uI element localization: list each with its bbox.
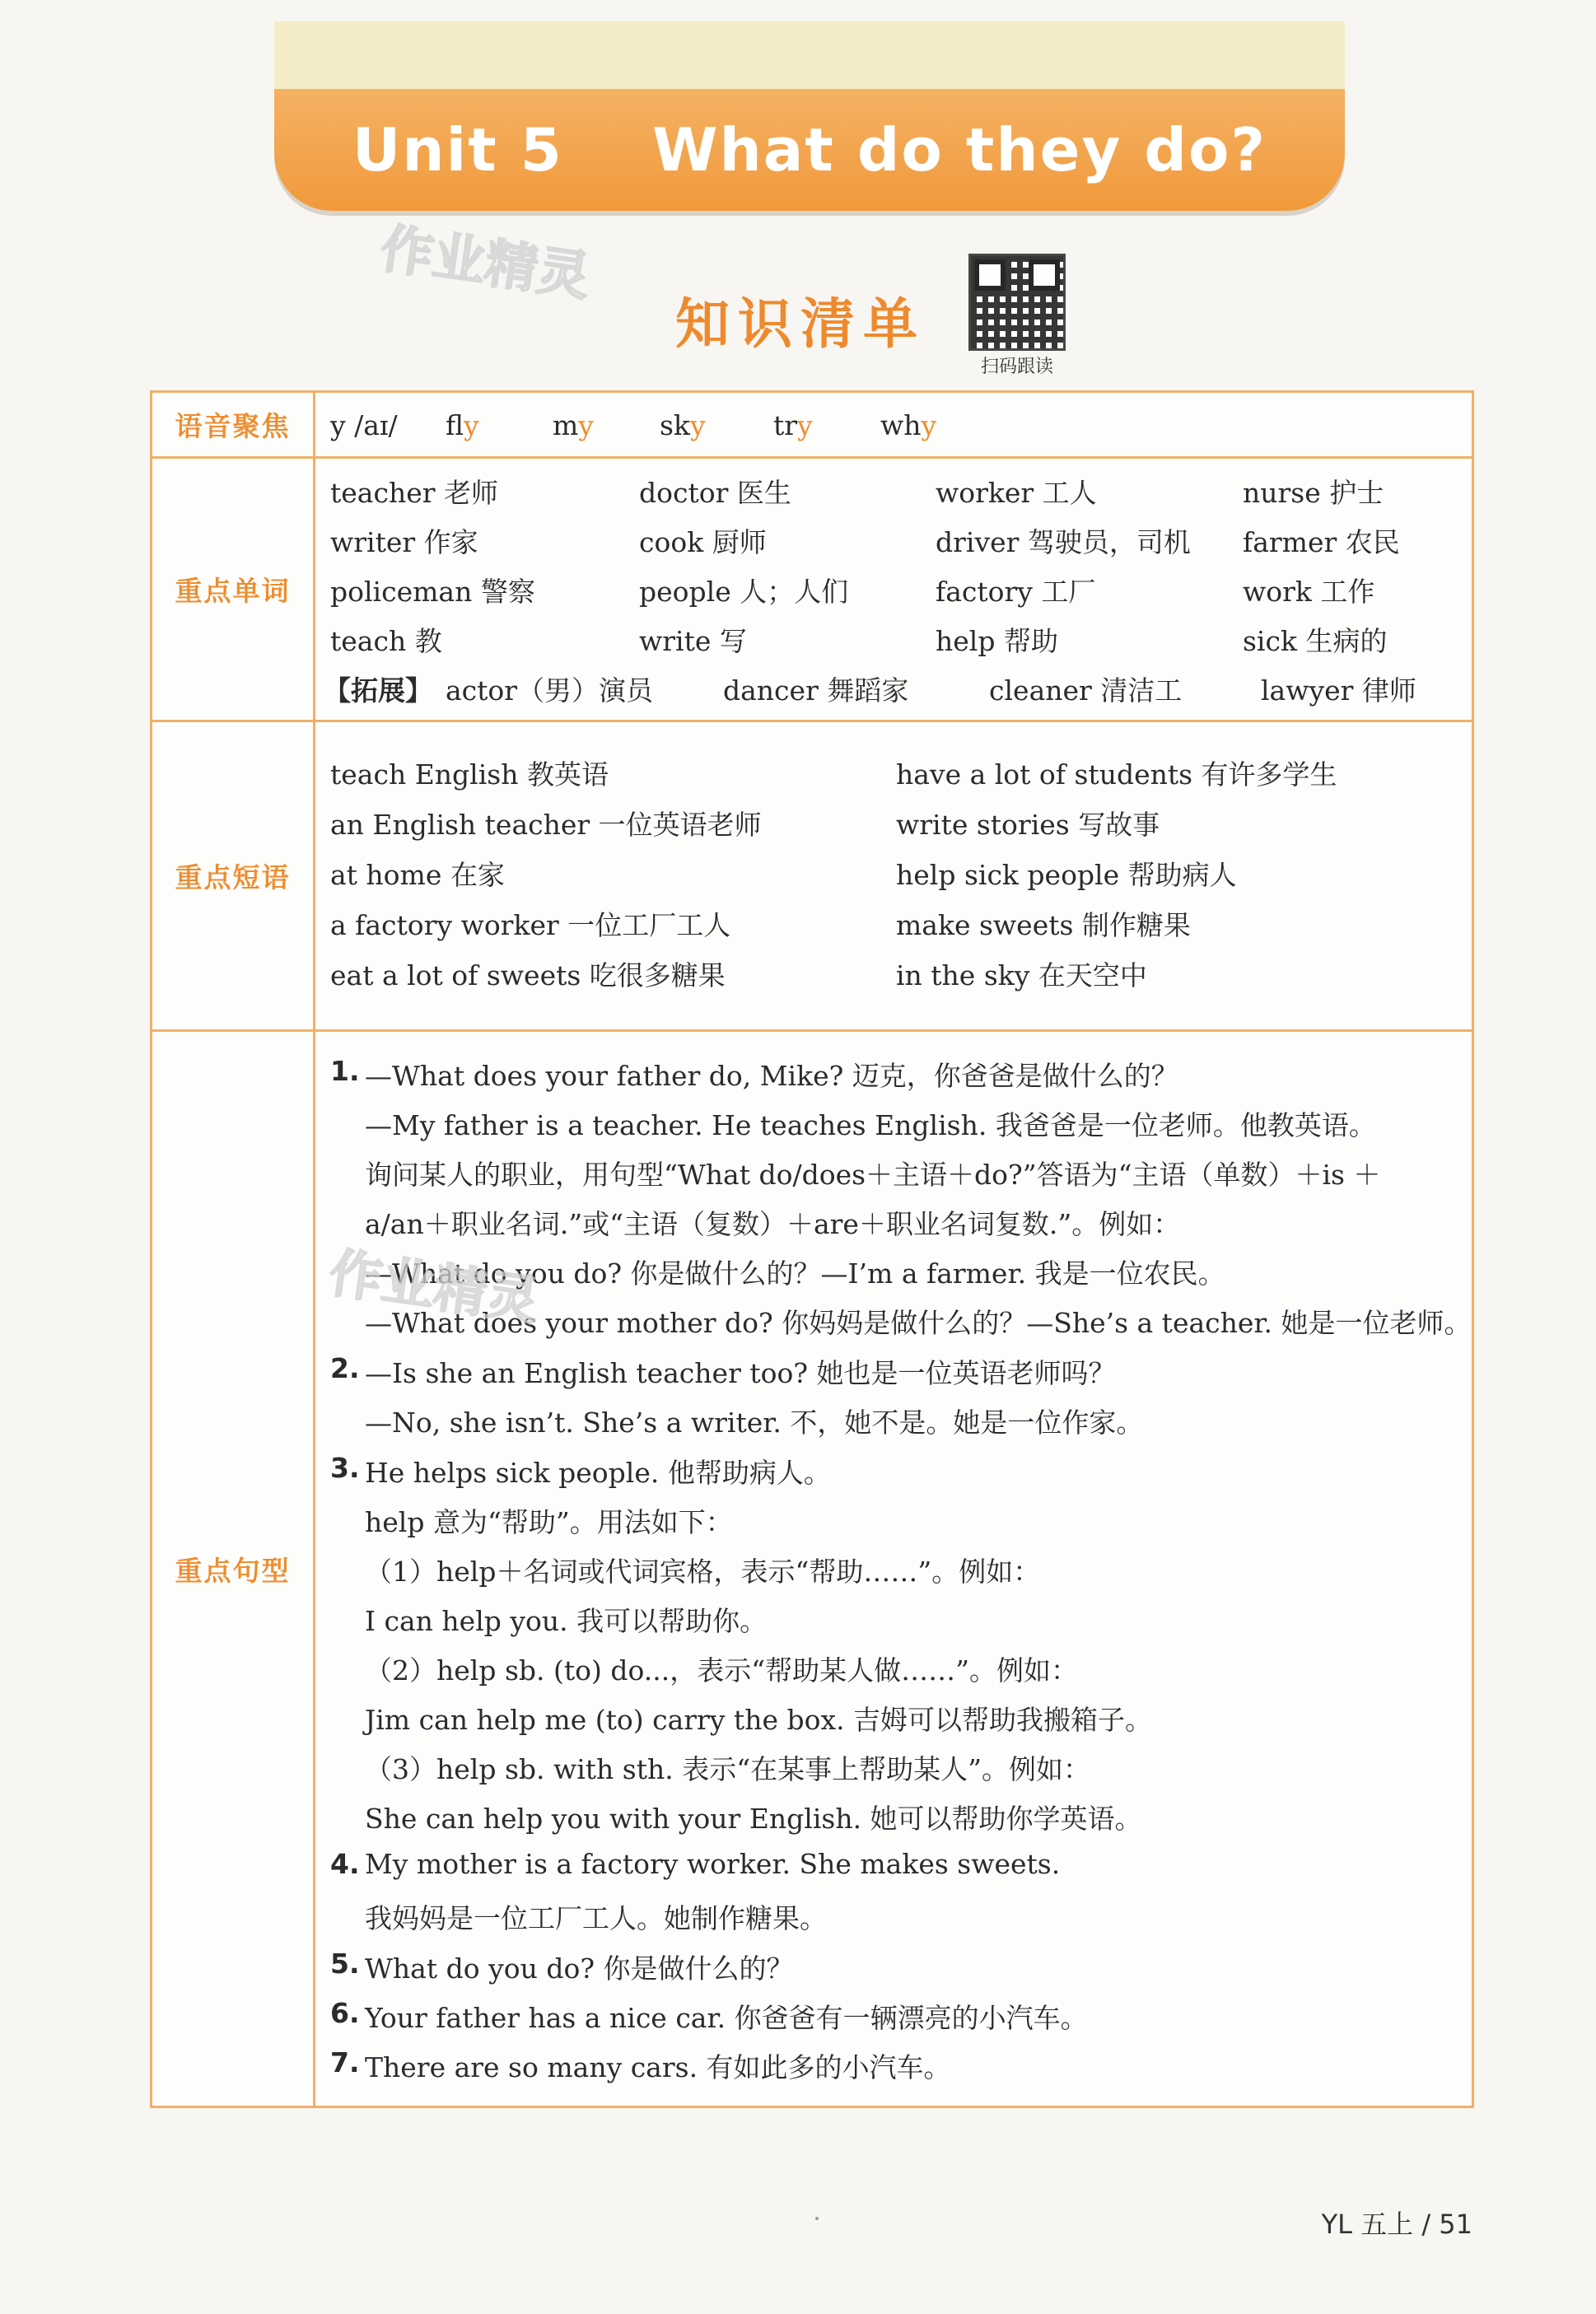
phrase-item: a factory worker 一位工厂工人 <box>330 909 731 941</box>
unit-title: Unit 5 What do they do? <box>352 115 1267 184</box>
phrase-item: have a lot of students 有许多学生 <box>896 758 1337 791</box>
sentence-line: —No, she isn’t. She’s a writer. 不，她不是。她是一位作家。 <box>365 1407 1144 1439</box>
word-item: help 帮助 <box>936 625 1058 657</box>
phrase-item: in the sky 在天空中 <box>896 959 1147 991</box>
word-item: cook 厨师 <box>639 526 767 558</box>
extension-word: cleaner 清洁工 <box>989 674 1183 707</box>
extension-word: dancer 舞蹈家 <box>723 674 909 707</box>
sentence-line: （1）help＋名词或代词宾格，表示“帮助……”。例如： <box>365 1556 1041 1588</box>
sentence-line: Jim can help me (to) carry the box. 吉姆可以帮助我搬箱子。 <box>365 1704 1153 1736</box>
phonics-word: my <box>553 409 594 441</box>
words-content <box>324 459 1463 720</box>
word-item: policeman 警察 <box>330 576 535 608</box>
page-footer: YL 五上 / 51 <box>1321 2209 1472 2240</box>
sentence-line: —What do you do? 你是做什么的？—I’m a farmer. 我是一位农民。 <box>365 1257 1225 1290</box>
sentence-line: （3）help sb. with sth. 表示“在某事上帮助某人”。例如： <box>365 1753 1090 1785</box>
phonics-row <box>152 393 1472 459</box>
sentence-line: What do you do? 你是做什么的？ <box>365 1952 794 1985</box>
word-item: factory 工厂 <box>936 576 1096 608</box>
sentence-line: My mother is a factory worker. She makes sweets. <box>365 1848 1061 1880</box>
sentence-number: 4. <box>330 1848 360 1880</box>
banner-top-strip <box>274 21 1345 100</box>
unit-banner <box>274 89 1345 211</box>
phrase-item: at home 在家 <box>330 859 505 891</box>
sentence-line: —Is she an English teacher too? 她也是一位英语老师吗？ <box>365 1357 1116 1389</box>
sentence-line: Your father has a nice car. 你爸爸有一辆漂亮的小汽车。 <box>365 2002 1088 2034</box>
phonics-word: why <box>880 409 937 441</box>
sentence-number: 5. <box>330 1948 360 1980</box>
sentence-line: （2）help sb. (to) do...，表示“帮助某人做……”。例如： <box>365 1654 1078 1687</box>
word-item: doctor 医生 <box>639 477 791 509</box>
phrase-item: teach English 教英语 <box>330 758 609 791</box>
sentence-number: 7. <box>330 2046 360 2078</box>
word-item: teacher 老师 <box>330 477 498 509</box>
extension-word: actor（男）演员 <box>446 674 654 707</box>
sentence-line: —What does your father do, Mike? 迈克，你爸爸是做什么的？ <box>365 1060 1178 1092</box>
word-item: worker 工人 <box>936 477 1097 509</box>
watermark-top: 作业精灵 <box>376 218 595 309</box>
sentence-line: He helps sick people. 他帮助病人。 <box>365 1457 831 1489</box>
word-item: people 人；人们 <box>639 576 849 608</box>
sentence-number: 1. <box>330 1055 360 1087</box>
phonics-label: 语音聚焦 <box>152 393 315 456</box>
word-item: writer 作家 <box>330 526 478 558</box>
section-title: 知识清单 <box>675 292 926 356</box>
sentences-content <box>330 1032 1472 2106</box>
phrase-item: help sick people 帮助病人 <box>896 859 1237 891</box>
phonics-word: fly <box>446 409 479 441</box>
sentence-number: 2. <box>330 1352 360 1384</box>
qr-code-icon[interactable] <box>968 254 1066 351</box>
words-row <box>152 459 1472 722</box>
sentence-line: a/an＋职业名词.”或“主语（复数）＋are＋职业名词复数.”。例如： <box>365 1208 1181 1240</box>
sentence-number: 3. <box>330 1452 360 1484</box>
extension-word: lawyer 律师 <box>1261 674 1416 707</box>
word-item: farmer 农民 <box>1243 526 1400 558</box>
sentence-line: There are so many cars. 有如此多的小汽车。 <box>365 2051 951 2083</box>
sentences-label: 重点句型 <box>152 1032 315 2106</box>
phrase-item: make sweets 制作糖果 <box>896 909 1191 941</box>
sentence-line: —What does your mother do? 你妈妈是做什么的？—She’s a teacher. 她是一位老师。 <box>365 1307 1472 1339</box>
phrase-item: eat a lot of sweets 吃很多糖果 <box>330 959 726 991</box>
phrases-row <box>152 722 1472 1032</box>
page-dot <box>815 2217 819 2220</box>
sentence-line: 询问某人的职业，用句型“What do/does＋主语＋do?”答语为“主语（单数）＋is ＋ <box>365 1159 1381 1191</box>
phrases-label: 重点短语 <box>152 722 315 1029</box>
words-label: 重点单词 <box>152 459 315 720</box>
sentences-row <box>152 1032 1472 2106</box>
extension-label: 【拓展】 <box>324 674 432 707</box>
sentence-line: I can help you. 我可以帮助你。 <box>365 1605 768 1637</box>
phonics-word: try <box>773 409 813 441</box>
word-item: sick 生病的 <box>1243 625 1388 657</box>
phrase-item: an English teacher 一位英语老师 <box>330 809 762 841</box>
sentence-number: 6. <box>330 1997 360 2029</box>
word-item: teach 教 <box>330 625 442 657</box>
word-item: work 工作 <box>1243 576 1375 608</box>
phonics-sound: y /aɪ/ <box>330 409 398 441</box>
phonics-content <box>330 393 1463 456</box>
sentence-line: —My father is a teacher. He teaches English. 我爸爸是一位老师。他教英语。 <box>365 1109 1376 1141</box>
sentence-line: She can help you with your English. 她可以帮助你学英语。 <box>365 1803 1142 1835</box>
phonics-word: sky <box>660 409 706 441</box>
word-item: write 写 <box>639 625 747 657</box>
word-item: driver 驾驶员，司机 <box>936 526 1191 558</box>
phrase-item: write stories 写故事 <box>896 809 1160 841</box>
qr-label: 扫码跟读 <box>980 357 1053 377</box>
sentence-line: 我妈妈是一位工厂工人。她制作糖果。 <box>365 1902 827 1934</box>
phrases-content <box>330 722 1463 1029</box>
watermark-middle: 作业精灵 <box>325 1243 544 1333</box>
word-item: nurse 护士 <box>1243 477 1384 509</box>
sentence-line: help 意为“帮助”。用法如下： <box>365 1506 733 1538</box>
